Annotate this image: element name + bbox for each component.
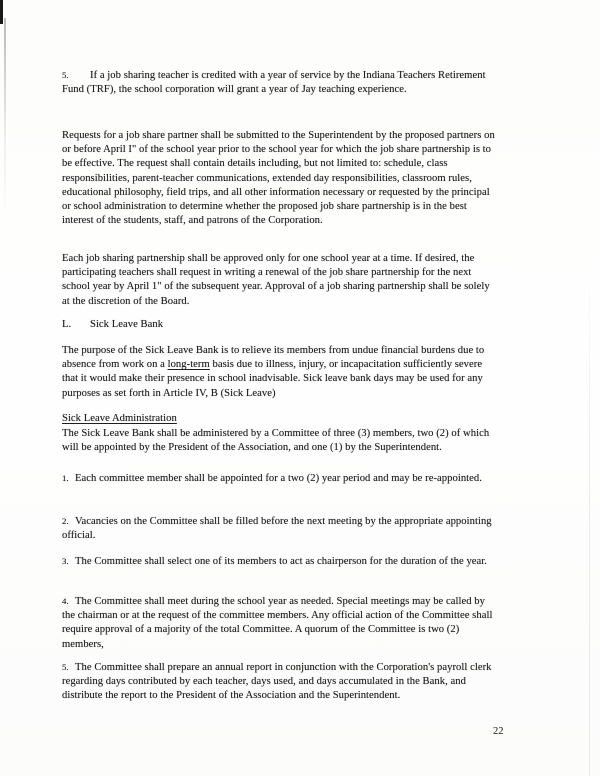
- list-item-committee-rule-4: [62, 594, 496, 652]
- list-item-text: Vacancies on the Committee shall be filled before the next meeting by the appropriate appointing official.: [62, 516, 492, 542]
- paragraph-text: If a job sharing teacher is credited with a year of service by the Indiana Teachers Retirement Fund (TRF), the school corporation will grant a year of Jay teaching experience.: [62, 70, 486, 96]
- paragraph-job-share-trf-credit: [62, 68, 496, 97]
- section-letter: L.: [62, 319, 72, 330]
- section-heading-sick-leave-bank: [62, 318, 496, 332]
- list-number-3: 3.: [62, 556, 69, 566]
- scan-artifact-left-edge-line: [4, 18, 6, 213]
- list-item-text: The Committee shall select one of its members to act as chairperson for the duration of the year.: [75, 556, 487, 567]
- list-item-text: The Committee shall meet during the school year as needed. Special meetings may be called by the chairman or at the request of the committee members. Any official action of the Committee shall require approval of a majority of the total Committee. A quorum of the Committee is two (2) members,: [62, 596, 493, 650]
- page-number: 22: [493, 726, 504, 737]
- list-item-text: Each committee member shall be appointed for a two (2) year period and may be re-appointed.: [75, 473, 482, 484]
- underlined-term: long-term: [167, 359, 210, 371]
- paragraph-job-share-renewal: Each job sharing partnership shall be approved only for one school year at a time. If desired, the participating teachers shall request in writing a renewal of the job share partnership for the next school year by April 1" of the subsequent year. Approval of a job sharing partnership shall be solely at the discretion of the Board.: [62, 253, 490, 307]
- list-number-1: 1.: [62, 473, 69, 483]
- list-number-4: 4.: [62, 596, 69, 606]
- scan-artifact-right-edge-line: [589, 270, 590, 776]
- list-number-2: 2.: [62, 516, 69, 526]
- heading-sick-leave-administration: Sick Leave Administration: [62, 413, 177, 424]
- paragraph-text-after: basis due to illness, injury, or incapacitation sufficiently severe that it would make their presence in school inadvisable. Sick leave bank days may be used for any purposes as set forth in Article IV, B (Sick Leave): [62, 359, 483, 399]
- list-number-5b: 5.: [62, 662, 69, 672]
- scan-artifact-top-left-wedge: [0, 0, 3, 24]
- list-item-committee-rule-5: [62, 660, 496, 704]
- list-item-committee-rule-1: [62, 471, 496, 486]
- paragraph-sick-leave-purpose: [62, 344, 496, 401]
- list-item-committee-rule-2: [62, 514, 496, 543]
- paragraph-sick-leave-administration: The Sick Leave Bank shall be administered by a Committee of three (3) members, two (2) of which will be appointed by the President of the Association, and one (1) by the Superintendent.: [62, 428, 490, 454]
- paragraph-text-before: The purpose of the Sick Leave Bank is to relieve its members from undue financial burdens due to absence from work on a: [62, 345, 485, 371]
- section-title: Sick Leave Bank: [90, 319, 164, 330]
- list-number-5: 5.: [62, 70, 69, 80]
- paragraph-job-share-requests: Requests for a job share partner shall be submitted to the Superintendent by the proposed partners on or before April I" of the school year prior to the school year for which the job share partnership is to be effective. The request shall contain details including, but not limited to: schedule, class responsibilities, parent-teacher communications, extended day responsibilities, classroom rules, educational philosophy, field trips, and all other information necessary or requested by the principal or school administration to determine whether the proposed job share partnership is in the best interest of the students, staff, and patrons of the Corporation.: [62, 130, 495, 227]
- list-item-committee-rule-3: [62, 554, 496, 569]
- list-item-text: The Committee shall prepare an annual report in conjunction with the Corporation's payroll clerk regarding days contributed by each teacher, days used, and days accumulated in the Bank, and distribute the report to the President of the Association and the Superintendent.: [62, 662, 492, 702]
